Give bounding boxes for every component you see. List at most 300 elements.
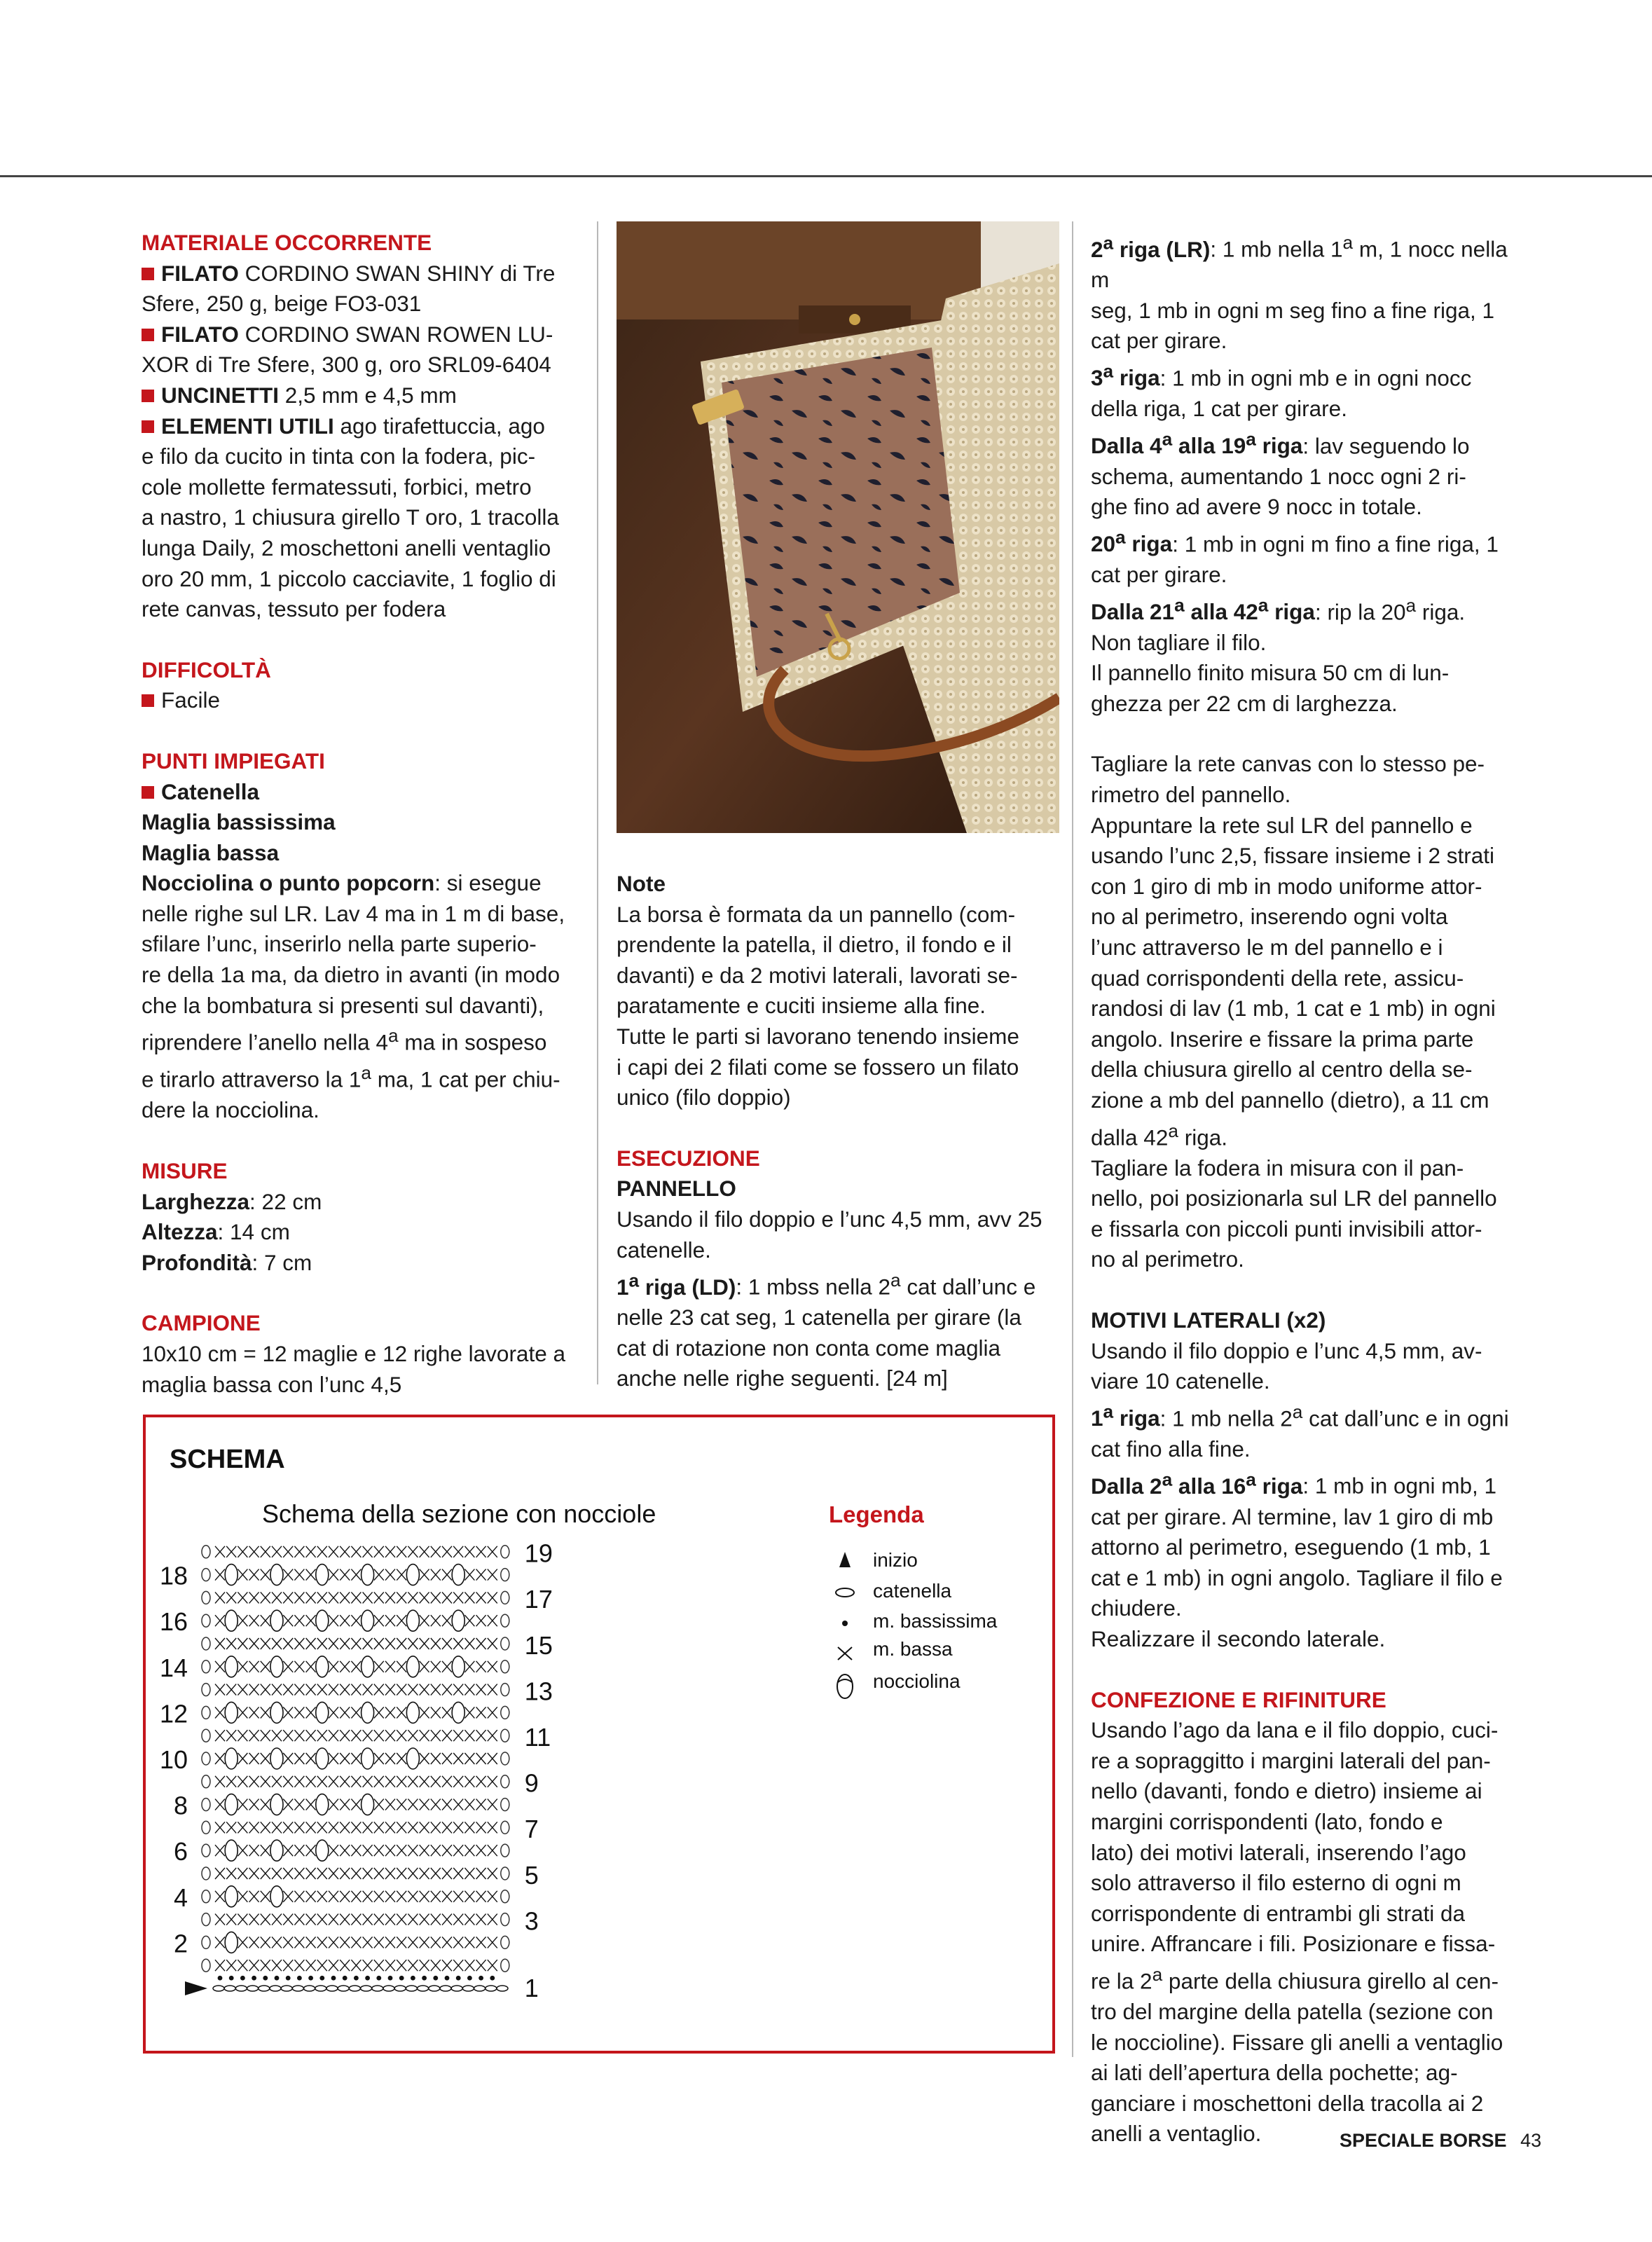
single-crochet (215, 1569, 225, 1581)
single-crochet (476, 1868, 486, 1879)
popcorn-stitch (452, 1564, 464, 1586)
turning-chain (202, 1821, 210, 1834)
single-crochet (294, 1799, 304, 1810)
single-crochet (249, 1891, 259, 1902)
single-crochet (261, 1937, 270, 1948)
row-number: 4 (173, 1883, 188, 1912)
single-crochet (351, 1615, 361, 1626)
popcorn-stitch (452, 1702, 464, 1723)
single-crochet (431, 1730, 441, 1741)
single-crochet (374, 1753, 384, 1764)
single-crochet (488, 1960, 497, 1971)
popcorn-stitch (406, 1610, 419, 1631)
legend-title: Legenda (829, 1501, 924, 1527)
single-crochet (374, 1661, 384, 1672)
bullet-square-icon (142, 694, 154, 707)
single-crochet (249, 1707, 259, 1718)
single-crochet (408, 1960, 418, 1971)
single-crochet (261, 1891, 270, 1902)
single-crochet (476, 1960, 486, 1971)
single-crochet (261, 1707, 270, 1718)
single-crochet (476, 1753, 486, 1764)
single-crochet (272, 1914, 282, 1925)
single-crochet (464, 1615, 474, 1626)
start-arrow-icon (839, 1552, 851, 1567)
single-crochet (226, 1546, 236, 1557)
single-crochet (261, 1914, 270, 1925)
single-crochet (261, 1868, 270, 1879)
turning-chain (202, 1591, 210, 1604)
popcorn-stitch (225, 1748, 238, 1769)
single-crochet (476, 1799, 486, 1810)
single-crochet (431, 1868, 441, 1879)
single-crochet (306, 1937, 316, 1948)
single-crochet (272, 1684, 282, 1696)
popcorn-stitch (270, 1656, 283, 1677)
row-number: 19 (524, 1539, 553, 1568)
left-row-numbers (160, 1562, 188, 1958)
slip-stitch (388, 1976, 393, 1981)
single-crochet (464, 1592, 474, 1603)
single-crochet (397, 1592, 406, 1603)
single-crochet (453, 1937, 463, 1948)
single-crochet (488, 1684, 497, 1696)
single-crochet (442, 1684, 452, 1696)
single-crochet (408, 1845, 418, 1856)
single-crochet (453, 1753, 463, 1764)
single-crochet (226, 1960, 236, 1971)
single-crochet (283, 1799, 293, 1810)
row-number: 6 (173, 1837, 188, 1866)
single-crochet (420, 1592, 429, 1603)
single-crochet (397, 1937, 406, 1948)
single-crochet (385, 1845, 395, 1856)
popcorn-stitch (316, 1564, 329, 1586)
single-crochet (340, 1592, 350, 1603)
single-crochet (453, 1592, 463, 1603)
slip-stitch (240, 1976, 245, 1981)
single-crochet (272, 1730, 282, 1741)
popcorn-stitch (362, 1702, 374, 1723)
single-crochet (397, 1684, 406, 1696)
single-crochet (464, 1684, 474, 1696)
start-arrow-icon (185, 1981, 207, 1995)
single-crochet (329, 1960, 338, 1971)
single-crochet (272, 1638, 282, 1649)
single-crochet (397, 1960, 406, 1971)
turning-chain (501, 1706, 509, 1719)
column-materials: MATERIALE OCCORRENTE FILATO CORDINO SWAN SHINY di Tre Sfere, 250 g, beige FO3-031 FILATO CORDINO SWAN ROWEN LU- XOR di Tre Sfere, 300 g, oro SRL09-6404 UNCINETTI 2,5 mm e 4,5 mm ELEMENTI UTILI ago tirafettuccia, ago e filo da cucito in tinta con la fodera, pic- cole mollette fermatessuti, forbici, metro a nastro, 1 chiusura girello T oro, 1 tracolla lunga Daily, 2 moschettoni anelli ventaglio oro 20 mm, 1 piccolo cacciavite, 1 foglio di rete canvas, tessuto per fodera DIFFICOLTÀ Facile PUNTI IMPIEGATI Catenella Maglia bassissima Maglia bassa Nocciolina o punto popcorn: si esegue nelle righe sul LR. Lav 4 ma in 1 m di base, sfilare l’unc, inserirlo nella parte superio- re della 1a ma, da dietro in avanti (in modo che la bombatura si presenti sul davanti), riprendere l’anello nella 4$^a$ ma in sospeso e tirarlo attraverso la 1$^a$ ma, 1 cat per chiu- dere la nocciolina. MISURE Larghezza: 22 cm Altezza: 14 cm Profondità: 7 cm CAMPIONE 10x10 cm = 12 maglie e 12 righe lavorate a maglia bassa con l’unc 4,5 (142, 228, 586, 1400)
single-crochet (306, 1753, 316, 1764)
single-crochet (306, 1684, 316, 1696)
single-crochet (306, 1960, 316, 1971)
stitch-grid (185, 1546, 509, 1995)
single-crochet (329, 1845, 338, 1856)
crochet-bag-illustration (617, 221, 1059, 833)
single-crochet (464, 1914, 474, 1925)
single-crochet (431, 1960, 441, 1971)
turning-chain (501, 1890, 509, 1903)
turning-chain (202, 1775, 210, 1788)
single-crochet (283, 1684, 293, 1696)
single-crochet (453, 1914, 463, 1925)
legend-bassissima: m. bassissima (873, 1610, 998, 1632)
single-crochet (476, 1822, 486, 1833)
single-crochet (340, 1615, 350, 1626)
single-crochet (238, 1960, 247, 1971)
single-crochet (442, 1592, 452, 1603)
single-crochet (374, 1638, 384, 1649)
single-crochet (385, 1891, 395, 1902)
single-crochet (476, 1707, 486, 1718)
single-crochet (464, 1868, 474, 1879)
single-crochet (464, 1707, 474, 1718)
row-number: 5 (524, 1860, 539, 1890)
single-crochet (464, 1960, 474, 1971)
single-crochet (385, 1937, 395, 1948)
single-crochet (329, 1799, 338, 1810)
single-crochet (488, 1937, 497, 1948)
single-crochet (249, 1960, 259, 1971)
single-crochet (385, 1638, 395, 1649)
chain-stitch (259, 1986, 270, 1991)
legend-inizio: inizio (873, 1549, 918, 1571)
slip-stitch (331, 1976, 336, 1981)
single-crochet (420, 1845, 429, 1856)
turning-chain (501, 1844, 509, 1857)
single-crochet (374, 1569, 384, 1581)
single-crochet (431, 1615, 441, 1626)
single-crochet (272, 1937, 282, 1948)
single-crochet (408, 1776, 418, 1787)
single-crochet-x-icon (838, 1647, 852, 1660)
column-divider (1072, 221, 1073, 2057)
single-crochet (374, 1799, 384, 1810)
popcorn-stitch (316, 1840, 329, 1861)
turning-chain (501, 1913, 509, 1926)
legend-bassa: m. bassa (873, 1638, 953, 1660)
single-crochet (306, 1845, 316, 1856)
single-crochet (420, 1891, 429, 1902)
single-crochet (249, 1937, 259, 1948)
page-number: 43 (1520, 2130, 1542, 2151)
single-crochet (283, 1891, 293, 1902)
slip-stitch (399, 1976, 404, 1981)
single-crochet (226, 1822, 236, 1833)
single-crochet (340, 1822, 350, 1833)
single-crochet (329, 1914, 338, 1925)
single-crochet (294, 1914, 304, 1925)
single-crochet (329, 1546, 338, 1557)
single-crochet (215, 1799, 225, 1810)
single-crochet (351, 1845, 361, 1856)
chain-stitch (451, 1986, 462, 1991)
single-crochet (294, 1776, 304, 1787)
schema-title: SCHEMA (170, 1445, 285, 1474)
single-crochet (374, 1822, 384, 1833)
chain-stitch (338, 1986, 349, 1991)
single-crochet (294, 1615, 304, 1626)
single-crochet (294, 1707, 304, 1718)
single-crochet (249, 1914, 259, 1925)
single-crochet (397, 1615, 406, 1626)
single-crochet (397, 1730, 406, 1741)
single-crochet (306, 1822, 316, 1833)
single-crochet (476, 1592, 486, 1603)
row-number: 7 (524, 1815, 539, 1844)
single-crochet (329, 1661, 338, 1672)
single-crochet (317, 1822, 327, 1833)
single-crochet (351, 1638, 361, 1649)
single-crochet (351, 1684, 361, 1696)
single-crochet (340, 1546, 350, 1557)
single-crochet (294, 1845, 304, 1856)
single-crochet (226, 1638, 236, 1649)
single-crochet (442, 1707, 452, 1718)
single-crochet (453, 1891, 463, 1902)
popcorn-stitch (362, 1794, 374, 1815)
schema-box (143, 1415, 1055, 2054)
single-crochet (351, 1822, 361, 1833)
single-crochet (464, 1546, 474, 1557)
single-crochet (420, 1730, 429, 1741)
single-crochet (340, 1569, 350, 1581)
single-crochet (294, 1569, 304, 1581)
single-crochet (442, 1546, 452, 1557)
single-crochet (329, 1707, 338, 1718)
single-crochet (238, 1546, 247, 1557)
popcorn-stitch (270, 1610, 283, 1631)
slip-stitch (445, 1976, 450, 1981)
popcorn-stitch (362, 1610, 374, 1631)
row-number: 15 (524, 1630, 553, 1660)
campione-heading: CAMPIONE (142, 1310, 261, 1336)
single-crochet (442, 1661, 452, 1672)
single-crochet (420, 1799, 429, 1810)
single-crochet (431, 1684, 441, 1696)
confezione-heading: CONFEZIONE E RIFINITURE (1091, 1686, 1386, 1712)
turning-chain (501, 1821, 509, 1834)
chain-stitch (406, 1986, 417, 1991)
single-crochet (294, 1684, 304, 1696)
slip-stitch (479, 1976, 483, 1981)
single-crochet (306, 1707, 316, 1718)
single-crochet (476, 1776, 486, 1787)
chain-stitch (440, 1986, 451, 1991)
single-crochet (374, 1914, 384, 1925)
single-crochet (385, 1707, 395, 1718)
popcorn-stitch (270, 1702, 283, 1723)
single-crochet (408, 1592, 418, 1603)
single-crochet (442, 1799, 452, 1810)
single-crochet (385, 1615, 395, 1626)
single-crochet (306, 1569, 316, 1581)
single-crochet (363, 1937, 373, 1948)
single-crochet (283, 1937, 293, 1948)
turning-chain (202, 1569, 210, 1581)
slip-stitch (422, 1976, 427, 1981)
single-crochet (226, 1730, 236, 1741)
single-crochet (249, 1569, 259, 1581)
turning-chain (501, 1660, 509, 1673)
single-crochet (397, 1753, 406, 1764)
single-crochet (249, 1661, 259, 1672)
single-crochet (340, 1960, 350, 1971)
single-crochet (476, 1569, 486, 1581)
single-crochet (340, 1937, 350, 1948)
single-crochet (431, 1546, 441, 1557)
single-crochet (374, 1868, 384, 1879)
single-crochet (340, 1753, 350, 1764)
misure-heading: MISURE (142, 1158, 228, 1184)
single-crochet (464, 1638, 474, 1649)
single-crochet (464, 1891, 474, 1902)
single-crochet (306, 1914, 316, 1925)
single-crochet (249, 1638, 259, 1649)
slip-stitch (411, 1976, 415, 1981)
single-crochet (283, 1822, 293, 1833)
single-crochet (283, 1845, 293, 1856)
single-crochet (340, 1914, 350, 1925)
single-crochet (306, 1776, 316, 1787)
single-crochet (488, 1753, 497, 1764)
single-crochet (464, 1776, 474, 1787)
single-crochet (272, 1776, 282, 1787)
single-crochet (238, 1615, 247, 1626)
single-crochet (420, 1615, 429, 1626)
single-crochet (329, 1638, 338, 1649)
single-crochet (215, 1730, 225, 1741)
single-crochet (261, 1776, 270, 1787)
popcorn-stitch (316, 1656, 329, 1677)
single-crochet (272, 1822, 282, 1833)
single-crochet (408, 1937, 418, 1948)
single-crochet (420, 1822, 429, 1833)
single-crochet (363, 1684, 373, 1696)
single-crochet (238, 1569, 247, 1581)
single-crochet (420, 1776, 429, 1787)
single-crochet (488, 1592, 497, 1603)
single-crochet (249, 1845, 259, 1856)
chain-stitch (462, 1986, 474, 1991)
popcorn-stitch (406, 1702, 419, 1723)
turning-chain (202, 1684, 210, 1696)
single-crochet (283, 1615, 293, 1626)
single-crochet (488, 1868, 497, 1879)
single-crochet (294, 1546, 304, 1557)
single-crochet (317, 1960, 327, 1971)
single-crochet (408, 1546, 418, 1557)
row-number: 2 (173, 1929, 188, 1958)
single-crochet (363, 1845, 373, 1856)
single-crochet (351, 1960, 361, 1971)
turning-chain (202, 1913, 210, 1926)
single-crochet (397, 1776, 406, 1787)
single-crochet (261, 1799, 270, 1810)
single-crochet (272, 1546, 282, 1557)
single-crochet (215, 1960, 225, 1971)
single-crochet (374, 1937, 384, 1948)
single-crochet (476, 1661, 486, 1672)
single-crochet (261, 1753, 270, 1764)
chain-stitch (418, 1986, 429, 1991)
popcorn-stitch (362, 1564, 374, 1586)
single-crochet (374, 1891, 384, 1902)
single-crochet (374, 1615, 384, 1626)
popcorn-stitch (225, 1610, 238, 1631)
popcorn-stitch (406, 1748, 419, 1769)
single-crochet (397, 1914, 406, 1925)
single-crochet (397, 1845, 406, 1856)
single-crochet (476, 1638, 486, 1649)
single-crochet (294, 1960, 304, 1971)
single-crochet (317, 1776, 327, 1787)
single-crochet (442, 1891, 452, 1902)
single-crochet (363, 1868, 373, 1879)
popcorn-stitch (316, 1610, 329, 1631)
turning-chain (202, 1867, 210, 1880)
single-crochet (431, 1638, 441, 1649)
single-crochet (488, 1776, 497, 1787)
single-crochet (261, 1569, 270, 1581)
single-crochet (317, 1546, 327, 1557)
turning-chain (501, 1569, 509, 1581)
popcorn-stitch (406, 1656, 419, 1677)
single-crochet (488, 1615, 497, 1626)
turning-chain (501, 1867, 509, 1880)
single-crochet (340, 1684, 350, 1696)
single-crochet (476, 1546, 486, 1557)
single-crochet (453, 1868, 463, 1879)
popcorn-stitch (270, 1840, 283, 1861)
single-crochet (238, 1937, 247, 1948)
single-crochet (374, 1707, 384, 1718)
single-crochet (340, 1638, 350, 1649)
single-crochet (385, 1776, 395, 1787)
bullet-square-icon (142, 786, 154, 799)
single-crochet (464, 1569, 474, 1581)
single-crochet (215, 1868, 225, 1879)
single-crochet (283, 1707, 293, 1718)
single-crochet (329, 1730, 338, 1741)
single-crochet (431, 1707, 441, 1718)
turning-chain (202, 1936, 210, 1948)
single-crochet (283, 1546, 293, 1557)
popcorn-stitch (270, 1748, 283, 1769)
chain-stitch (486, 1986, 497, 1991)
single-crochet (215, 1684, 225, 1696)
single-crochet (329, 1776, 338, 1787)
single-crochet (442, 1730, 452, 1741)
single-crochet (283, 1914, 293, 1925)
single-crochet (317, 1868, 327, 1879)
slip-stitch (365, 1976, 370, 1981)
row-number: 16 (159, 1607, 188, 1637)
single-crochet (476, 1845, 486, 1856)
single-crochet (363, 1914, 373, 1925)
single-crochet (488, 1822, 497, 1833)
single-crochet (261, 1845, 270, 1856)
popcorn-stitch (270, 1794, 283, 1815)
single-crochet (453, 1822, 463, 1833)
popcorn-stitch (316, 1748, 329, 1769)
single-crochet (420, 1707, 429, 1718)
single-crochet (215, 1615, 225, 1626)
single-crochet (340, 1776, 350, 1787)
single-crochet (351, 1661, 361, 1672)
single-crochet (464, 1799, 474, 1810)
popcorn-stitch (225, 1886, 238, 1907)
